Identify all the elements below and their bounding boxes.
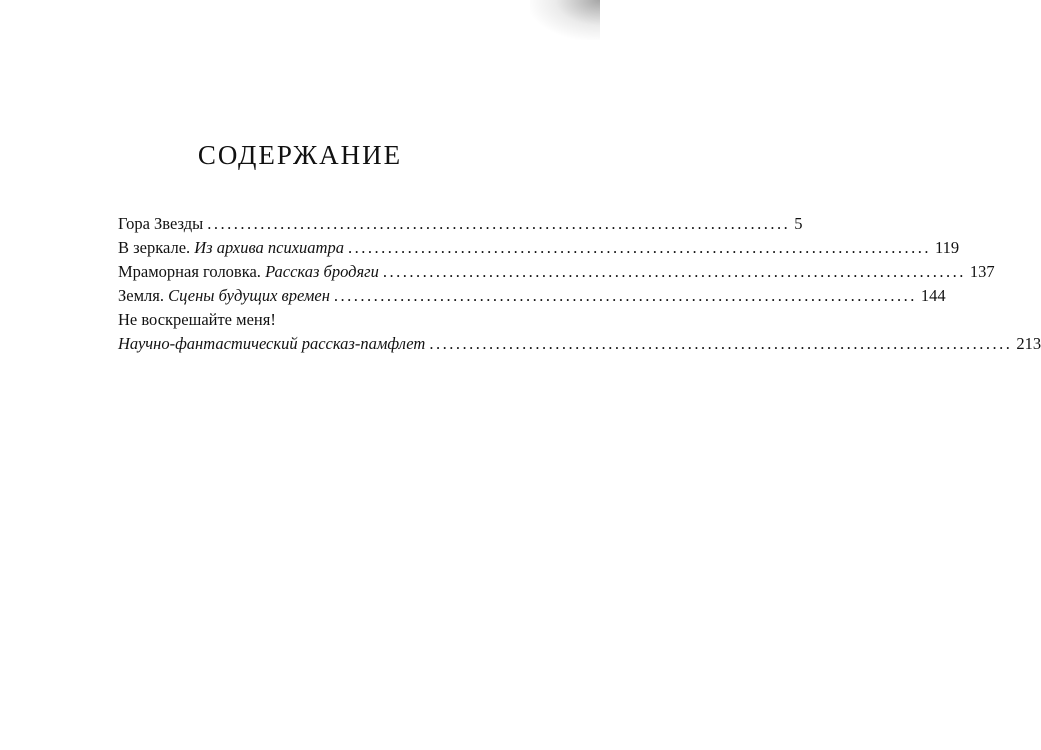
toc-entry-title: Земля. [118,286,164,305]
dot-leader: ........................................................................................ [333,286,917,305]
table-of-contents [118,212,1041,356]
toc-entry-subtitle: Из архива психиатра [194,238,344,257]
toc-entry-subtitle: Сцены будущих времен [168,286,330,305]
dot-leader: ........................................................................................ [429,334,1013,353]
toc-entry [118,260,995,284]
toc-entry-page: 5 [794,214,803,233]
toc-entry-title: В зеркале. [118,238,191,257]
toc-entry-continuation [118,332,1041,356]
toc-entry-title: Не воскрешайте меня! [118,310,276,329]
toc-entry-subtitle: Научно-фантастический рассказ-памфлет [118,334,426,353]
toc-entry [118,308,480,332]
toc-entry-page: 213 [1016,334,1041,353]
toc-entry-page: 119 [934,238,960,257]
toc-entry [118,284,946,308]
toc-entry [118,236,960,260]
toc-entry-subtitle: Рассказ бродяги [265,262,379,281]
toc-entry-title: Гора Звезды [118,214,204,233]
toc-entry-page: 137 [969,262,995,281]
page-edge-shadow [530,0,600,40]
dot-leader: ........................................................................................ [347,238,931,257]
page-title: СОДЕРЖАНИЕ [197,140,403,170]
toc-entry-title: Мраморная головка. [118,262,261,281]
dot-leader: ........................................................................................ [207,214,791,233]
dot-leader: ........................................................................................ [382,262,966,281]
toc-entry-page: 144 [920,286,946,305]
toc-entry [118,212,803,236]
